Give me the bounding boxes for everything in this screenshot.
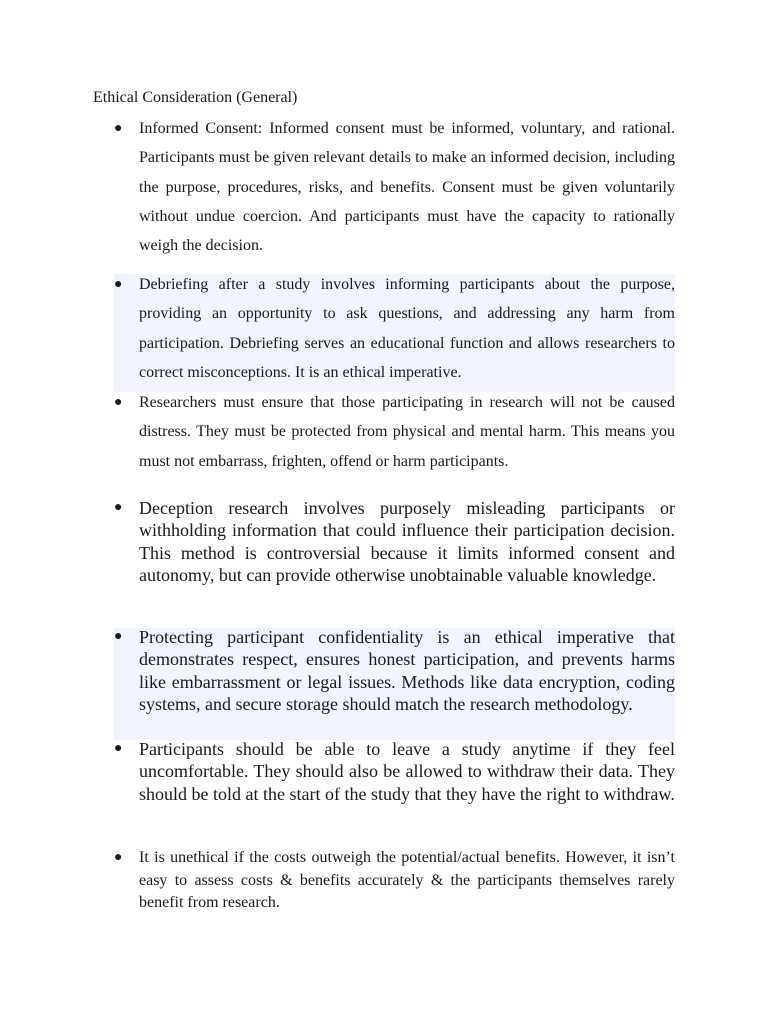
bullet-item-confidentiality (114, 626, 675, 715)
bullet-text: Deception research involves purposely misleading participants or withholding information that could influence their participation decision. This method is controversial because it limits informed consent and autonomy, but can provide otherwise unobtainable valuable knowledge. (139, 498, 675, 585)
section-heading: Ethical Consideration (General) (93, 89, 298, 106)
bullet-icon: ● (114, 121, 123, 136)
bullet-icon: ● (114, 395, 123, 410)
bullet-text: Researchers must ensure that those participating in research will not be caused distress. They must be protected from physical and mental harm. This means you must not embarrass, frighten, offend or harm participants. (139, 394, 675, 470)
bullet-icon: ● (114, 500, 123, 515)
bullet-text: It is unethical if the costs outweigh the potential/actual benefits. However, it isn’t easy to assess costs & benefits accurately & the participants themselves rarely benefit from research. (139, 849, 675, 911)
bullet-icon: ● (114, 277, 123, 292)
bullet-text: Informed Consent: Informed consent must be informed, voluntary, and rational. Participants must be given relevant details to make an informed decision, including the purpose, procedures, risks, and benefits. Consent must be given voluntarily without undue coercion. And participants must have the capacity to rationally weigh the decision. (139, 120, 675, 255)
bullet-icon: ● (114, 629, 123, 644)
bullet-item-deception (114, 497, 675, 586)
bullet-text: Debriefing after a study involves informing participants about the purpose, providing an opportunity to ask questions, and addressing any harm from participation. Debriefing serves an educational function and allows researchers to correct misconceptions. It is an ethical imperative. (139, 276, 675, 381)
bullet-text: Participants should be able to leave a study anytime if they feel uncomfortable. They should also be allowed to withdraw their data. They should be told at the start of the study that they have the right to withdraw. (139, 739, 675, 804)
bullet-item-right-to-withdraw (114, 738, 675, 805)
bullet-item-debriefing (114, 270, 675, 387)
bullet-icon: ● (114, 850, 123, 865)
bullet-item-protection-from-harm (114, 388, 675, 476)
bullet-text: Protecting participant confidentiality is an ethical imperative that demonstrates respect, ensures honest participation, and prevents harms like embarrassment or legal issues. Methods like data encryption, coding systems, and secure storage should match the research methodology. (139, 627, 675, 714)
bullet-icon: ● (114, 741, 123, 756)
bullet-item-cost-benefit (114, 847, 675, 915)
bullet-item-informed-consent (114, 114, 675, 260)
